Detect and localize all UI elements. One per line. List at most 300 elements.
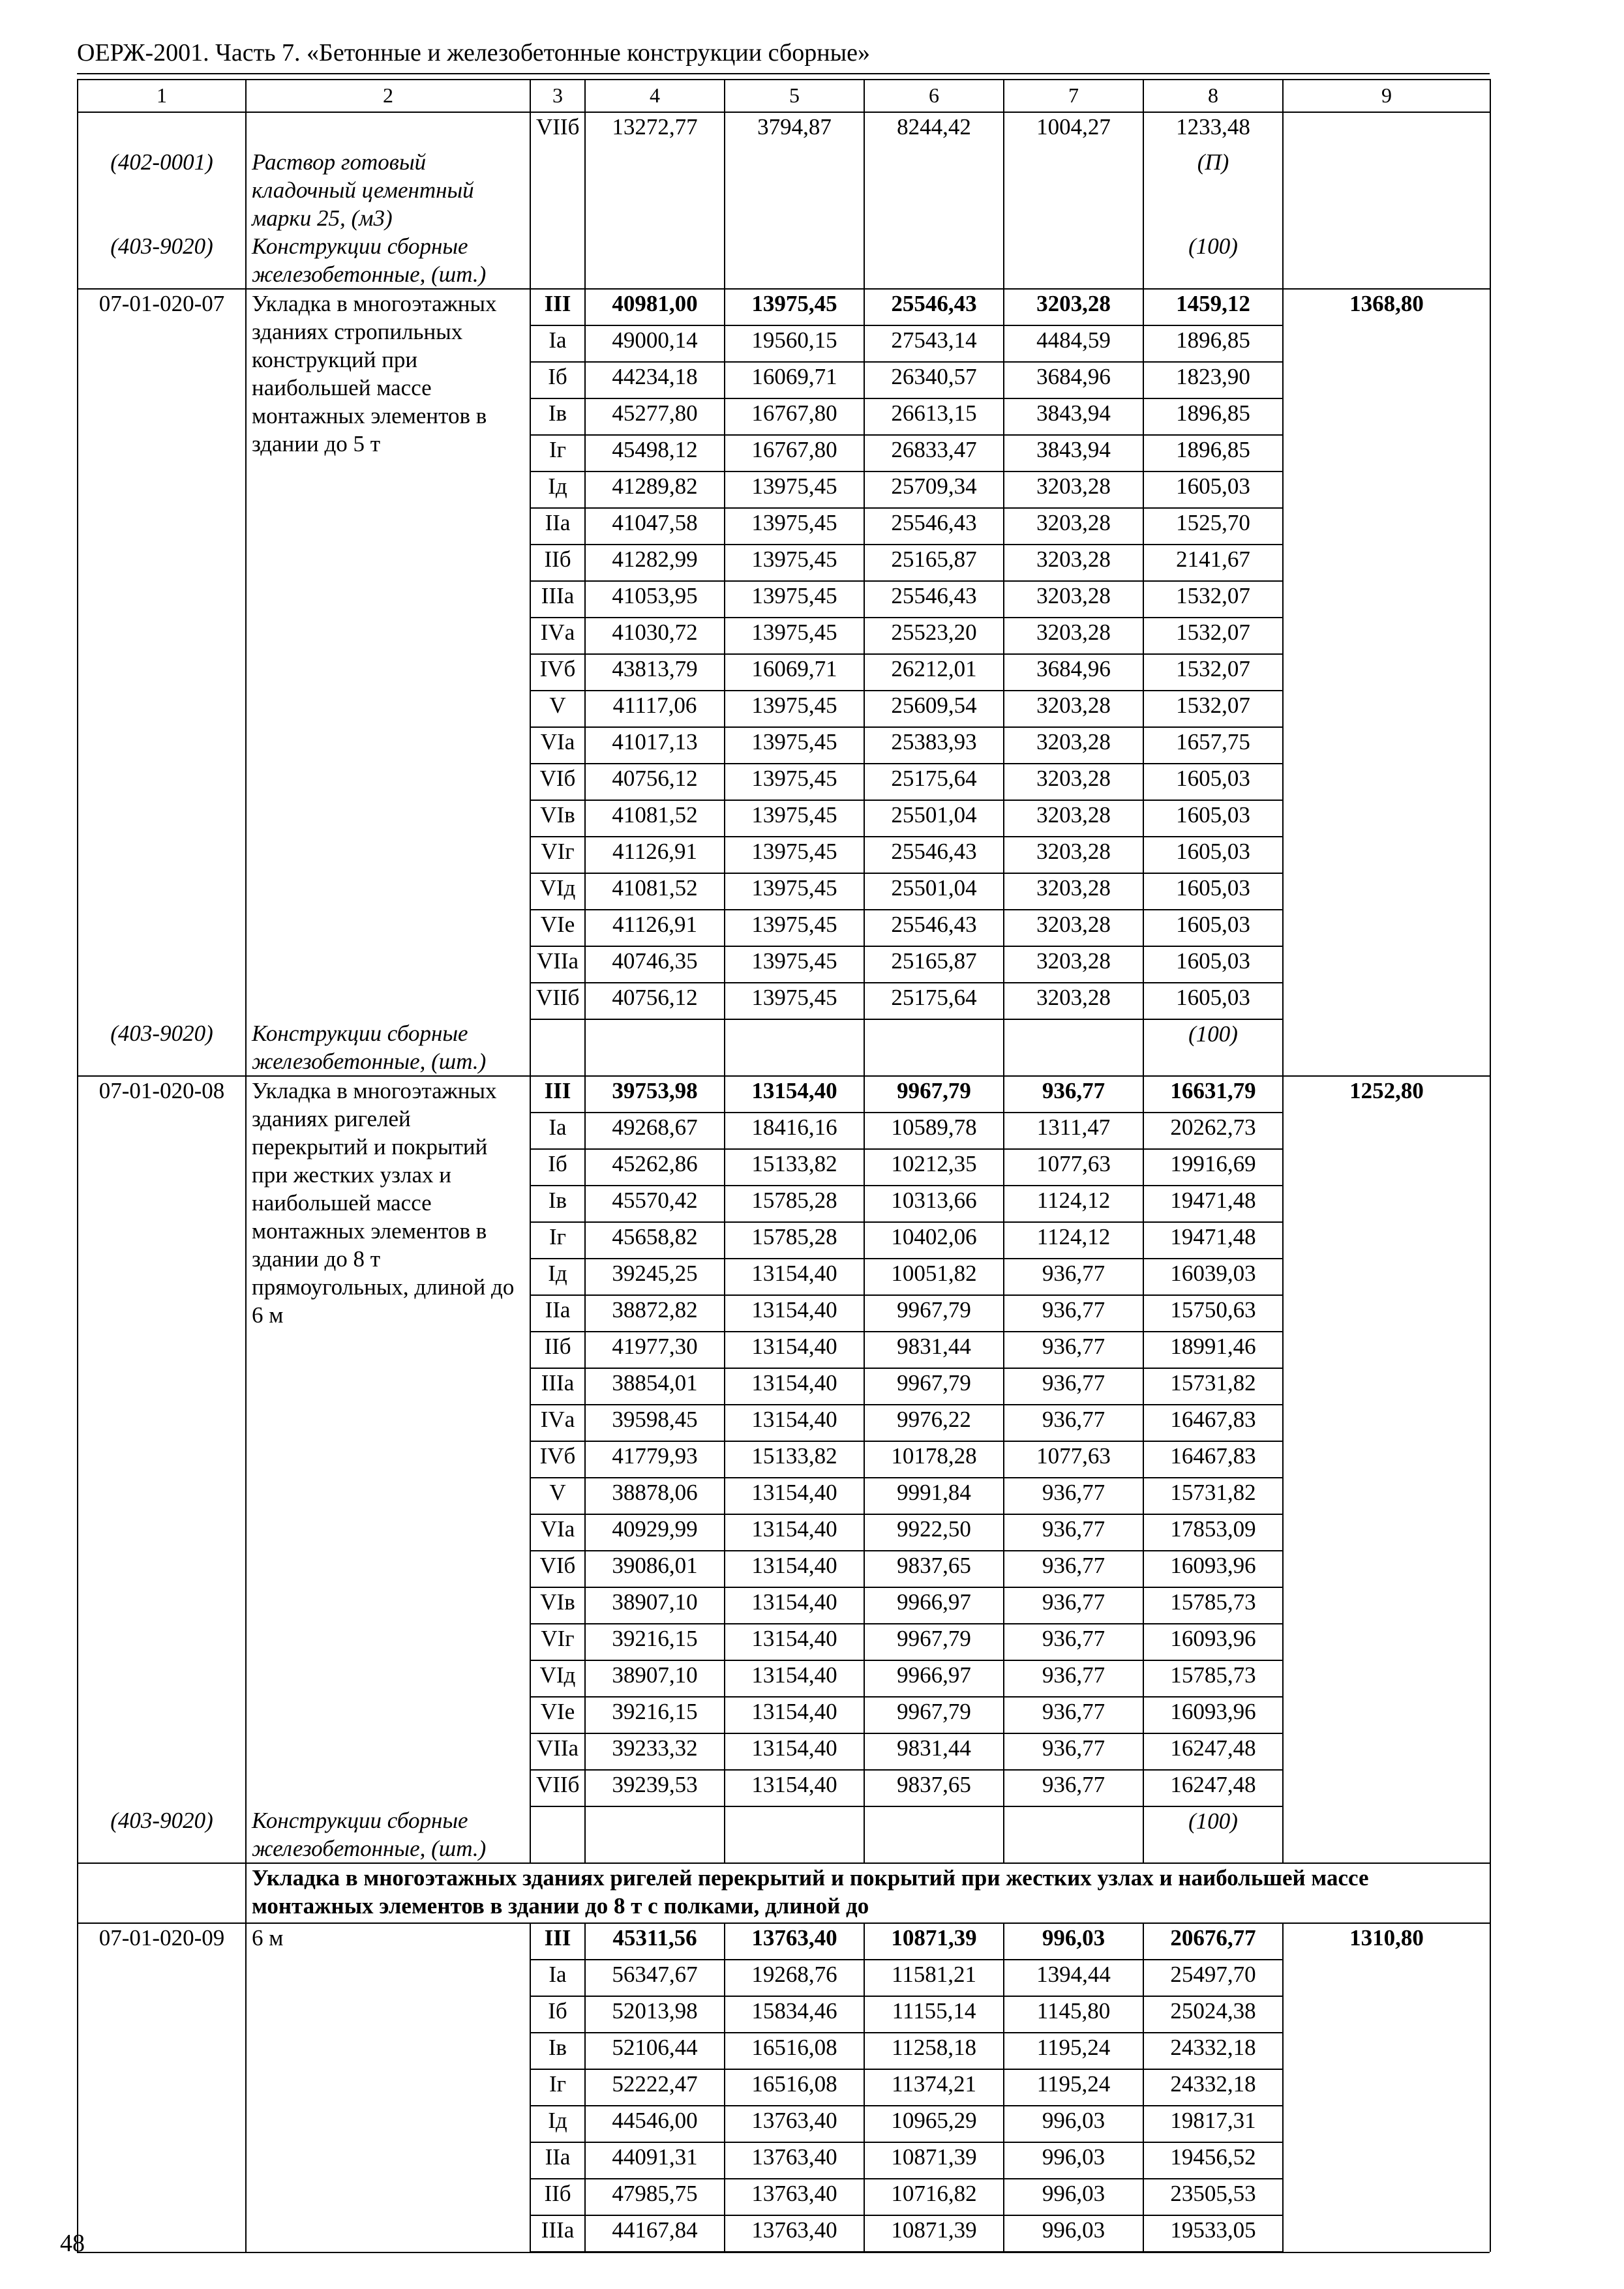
cell-value: 9991,84 [864, 1478, 1004, 1514]
region-zone: VIIа [530, 946, 585, 983]
cell-value: 17853,09 [1143, 1514, 1283, 1551]
cell-value: 1605,03 [1143, 764, 1283, 800]
region-zone: IIа [530, 2142, 585, 2179]
region-zone: Iб [530, 1996, 585, 2033]
cell-value: 13154,40 [725, 1551, 864, 1587]
cell-value: 16093,96 [1143, 1551, 1283, 1587]
region-zone: V [530, 691, 585, 727]
cell-value: 13154,40 [725, 1770, 864, 1806]
cell-value: 3203,28 [1004, 800, 1143, 837]
page-number: 48 [60, 2230, 85, 2257]
empty-cell [1004, 232, 1143, 289]
cell-value: 40746,35 [585, 946, 725, 983]
cell-value: 40756,12 [585, 764, 725, 800]
column-number: 4 [585, 80, 725, 112]
cell-value: 18991,46 [1143, 1332, 1283, 1368]
cell-value: 13154,40 [725, 1332, 864, 1368]
cell-value: 16631,79 [1143, 1076, 1283, 1113]
cell-value: 3203,28 [1004, 581, 1143, 618]
cell-value: 13272,77 [585, 112, 725, 148]
cell-value: 41117,06 [585, 691, 725, 727]
cell-value: 1124,12 [1004, 1186, 1143, 1222]
cell-value: 52106,44 [585, 2033, 725, 2069]
cell-value: 41282,99 [585, 545, 725, 581]
cell-value: 10313,66 [864, 1186, 1004, 1222]
region-zone: VIе [530, 910, 585, 946]
region-zone: VIIб [530, 112, 585, 148]
region-zone: Iв [530, 2033, 585, 2069]
cell-value: 996,03 [1004, 2142, 1143, 2179]
cell-value: 1605,03 [1143, 800, 1283, 837]
cell-value: 25609,54 [864, 691, 1004, 727]
cell-value: 10716,82 [864, 2179, 1004, 2215]
cell-value: 25165,87 [864, 946, 1004, 983]
material-name: Конструкции сборные железобетонные, (шт.) [246, 232, 530, 289]
cell-value: 49268,67 [585, 1113, 725, 1149]
cell-value: 1195,24 [1004, 2033, 1143, 2069]
empty-cell [725, 148, 864, 232]
cell-value: 936,77 [1004, 1770, 1143, 1806]
cell-value: 9831,44 [864, 1733, 1004, 1770]
cell-value: 39245,25 [585, 1259, 725, 1295]
cell-value: 47985,75 [585, 2179, 725, 2215]
cell-value: 1605,03 [1143, 837, 1283, 873]
cell-value: 1004,27 [1004, 112, 1143, 148]
cell-value: 996,03 [1004, 2179, 1143, 2215]
cell-value: 9837,65 [864, 1770, 1004, 1806]
column-number: 7 [1004, 80, 1143, 112]
cell-value: 15731,82 [1143, 1368, 1283, 1405]
cell-value: 1532,07 [1143, 654, 1283, 691]
cell-value: 3203,28 [1004, 873, 1143, 910]
total-value: 1252,80 [1283, 1076, 1490, 1863]
column-number: 8 [1143, 80, 1283, 112]
material-value: (100) [1143, 232, 1283, 289]
cell-value: 41053,95 [585, 581, 725, 618]
cell-value: 16069,71 [725, 654, 864, 691]
cell-value: 13975,45 [725, 727, 864, 764]
region-zone: IVа [530, 618, 585, 654]
cell-value: 13975,45 [725, 983, 864, 1019]
empty-cell [585, 1019, 725, 1076]
empty-cell [1004, 1019, 1143, 1076]
cell-value: 15731,82 [1143, 1478, 1283, 1514]
region-zone: IIб [530, 545, 585, 581]
cell-value: 41126,91 [585, 837, 725, 873]
cell-value: 1605,03 [1143, 983, 1283, 1019]
column-number: 6 [864, 80, 1004, 112]
cell-value: 1605,03 [1143, 946, 1283, 983]
cell-value: 13154,40 [725, 1368, 864, 1405]
cell-value: 15133,82 [725, 1149, 864, 1186]
cell-value: 41030,72 [585, 618, 725, 654]
table-row [78, 112, 1490, 148]
cell-value: 996,03 [1004, 2106, 1143, 2142]
cell-value: 25024,38 [1143, 1996, 1283, 2033]
region-zone: VIв [530, 1587, 585, 1624]
cell-value: 25709,34 [864, 471, 1004, 508]
region-zone: III [530, 289, 585, 325]
cell-value: 3203,28 [1004, 545, 1143, 581]
region-zone: IIIа [530, 1368, 585, 1405]
cell-value: 13154,40 [725, 1405, 864, 1441]
cell-value: 1896,85 [1143, 398, 1283, 435]
cell-value: 1459,12 [1143, 289, 1283, 325]
cell-value: 38854,01 [585, 1368, 725, 1405]
table-row [78, 1923, 1490, 1960]
cell-value: 43813,79 [585, 654, 725, 691]
cell-value: 41081,52 [585, 800, 725, 837]
cell-value: 10965,29 [864, 2106, 1004, 2142]
cell-value: 16516,08 [725, 2069, 864, 2106]
cell-value: 1233,48 [1143, 112, 1283, 148]
cell-value: 16247,48 [1143, 1770, 1283, 1806]
empty-cell [530, 148, 585, 232]
cell-value: 1145,80 [1004, 1996, 1143, 2033]
cell-value: 8244,42 [864, 112, 1004, 148]
region-zone: Iг [530, 2069, 585, 2106]
cell-value: 11581,21 [864, 1960, 1004, 1996]
empty-cell [1004, 148, 1143, 232]
material-code: (402-0001) [78, 148, 246, 232]
cell-value: 1525,70 [1143, 508, 1283, 545]
cell-value: 3684,96 [1004, 654, 1143, 691]
cell-value: 1823,90 [1143, 362, 1283, 398]
cell-value: 19471,48 [1143, 1222, 1283, 1259]
header-rule [77, 73, 1490, 74]
cell-value: 4484,59 [1004, 325, 1143, 362]
cell-value: 3203,28 [1004, 983, 1143, 1019]
cell-value: 9837,65 [864, 1551, 1004, 1587]
region-zone: IVб [530, 1441, 585, 1478]
cell-value: 40981,00 [585, 289, 725, 325]
cell-value: 24332,18 [1143, 2033, 1283, 2069]
region-zone: Iб [530, 1149, 585, 1186]
cell-value: 9967,79 [864, 1295, 1004, 1332]
cell-value: 936,77 [1004, 1076, 1143, 1113]
region-zone: IIа [530, 1295, 585, 1332]
cell-value: 16093,96 [1143, 1624, 1283, 1660]
material-value: (100) [1143, 1019, 1283, 1076]
cell-value: 9967,79 [864, 1697, 1004, 1733]
cell-value: 13975,45 [725, 800, 864, 837]
cell-value: 13975,45 [725, 691, 864, 727]
cell-value: 936,77 [1004, 1478, 1143, 1514]
cell-value: 23505,53 [1143, 2179, 1283, 2215]
cell-value: 13975,45 [725, 508, 864, 545]
cell-value: 9966,97 [864, 1660, 1004, 1697]
cell-value: 16093,96 [1143, 1697, 1283, 1733]
cell-value: 10871,39 [864, 2215, 1004, 2252]
region-zone: III [530, 1923, 585, 1960]
cell-value: 40929,99 [585, 1514, 725, 1551]
cell-value: 13975,45 [725, 873, 864, 910]
empty-cell [530, 1806, 585, 1863]
empty-cell [864, 232, 1004, 289]
region-zone: V [530, 1478, 585, 1514]
column-number: 5 [725, 80, 864, 112]
region-zone: VIг [530, 1624, 585, 1660]
cell-value: 39239,53 [585, 1770, 725, 1806]
cell-value: 996,03 [1004, 2215, 1143, 2252]
cell-value: 936,77 [1004, 1405, 1143, 1441]
cell-value: 15133,82 [725, 1441, 864, 1478]
cell-value: 16767,80 [725, 398, 864, 435]
cell-value: 13975,45 [725, 946, 864, 983]
cell-value: 1124,12 [1004, 1222, 1143, 1259]
cell-value: 1394,44 [1004, 1960, 1143, 1996]
cell-value: 25546,43 [864, 289, 1004, 325]
region-zone: IVб [530, 654, 585, 691]
empty-cell [864, 1806, 1004, 1863]
cell-value: 10871,39 [864, 2142, 1004, 2179]
material-name: Конструкции сборные железобетонные, (шт.) [246, 1806, 530, 1863]
cell-value: 41977,30 [585, 1332, 725, 1368]
region-zone: Iб [530, 362, 585, 398]
empty-cell [725, 232, 864, 289]
material-row [78, 1806, 1490, 1863]
cell-value: 10212,35 [864, 1149, 1004, 1186]
cell-value: 13763,40 [725, 2179, 864, 2215]
cell-value: 26613,15 [864, 398, 1004, 435]
cell-value: 13763,40 [725, 2106, 864, 2142]
cell-value: 45262,86 [585, 1149, 725, 1186]
cell-value: 19268,76 [725, 1960, 864, 1996]
cell-value: 16069,71 [725, 362, 864, 398]
cell-value: 936,77 [1004, 1697, 1143, 1733]
cell-value: 1605,03 [1143, 910, 1283, 946]
cell-value: 19916,69 [1143, 1149, 1283, 1186]
cell-value: 1605,03 [1143, 471, 1283, 508]
region-zone: Iа [530, 1113, 585, 1149]
empty-cell [585, 1806, 725, 1863]
cell-value: 3843,94 [1004, 398, 1143, 435]
total-value [1283, 112, 1490, 289]
work-description [246, 112, 530, 148]
material-row [78, 232, 1490, 289]
cell-value: 13154,40 [725, 1514, 864, 1551]
cell-value: 25546,43 [864, 910, 1004, 946]
cell-value: 3843,94 [1004, 435, 1143, 471]
cell-value: 13154,40 [725, 1660, 864, 1697]
region-zone: Iа [530, 1960, 585, 1996]
cell-value: 3203,28 [1004, 764, 1143, 800]
cell-value: 38872,82 [585, 1295, 725, 1332]
cell-value: 41289,82 [585, 471, 725, 508]
region-zone: VIа [530, 1514, 585, 1551]
rate-code: 07-01-020-07 [78, 289, 246, 1019]
cell-value: 19456,52 [1143, 2142, 1283, 2179]
cell-value: 1605,03 [1143, 873, 1283, 910]
cell-value: 11258,18 [864, 2033, 1004, 2069]
cell-value: 13975,45 [725, 618, 864, 654]
region-zone: VIд [530, 1660, 585, 1697]
cell-value: 3203,28 [1004, 910, 1143, 946]
table-row [78, 1076, 1490, 1113]
cell-value: 1532,07 [1143, 618, 1283, 654]
cell-value: 936,77 [1004, 1295, 1143, 1332]
material-value: (П) [1143, 148, 1283, 232]
cell-value: 39598,45 [585, 1405, 725, 1441]
cell-value: 15785,28 [725, 1186, 864, 1222]
cell-value: 25383,93 [864, 727, 1004, 764]
material-name: Раствор готовый кладочный цементный марки 25, (м3) [246, 148, 530, 232]
cell-value: 13975,45 [725, 910, 864, 946]
cell-value: 44091,31 [585, 2142, 725, 2179]
empty-cell [864, 148, 1004, 232]
region-zone: IIа [530, 508, 585, 545]
cell-value: 936,77 [1004, 1587, 1143, 1624]
cell-value: 936,77 [1004, 1660, 1143, 1697]
cell-value: 1195,24 [1004, 2069, 1143, 2106]
cell-value: 13975,45 [725, 545, 864, 581]
empty-cell [530, 232, 585, 289]
region-zone: IIIа [530, 581, 585, 618]
cell-value: 19560,15 [725, 325, 864, 362]
cell-value: 25165,87 [864, 545, 1004, 581]
cell-value: 44546,00 [585, 2106, 725, 2142]
cell-value: 936,77 [1004, 1551, 1143, 1587]
total-value: 1310,80 [1283, 1923, 1490, 2252]
cell-value: 3203,28 [1004, 289, 1143, 325]
cell-value: 13154,40 [725, 1076, 864, 1113]
cell-value: 41017,13 [585, 727, 725, 764]
material-row [78, 148, 1490, 232]
cell-value: 19817,31 [1143, 2106, 1283, 2142]
empty-cell [725, 1019, 864, 1076]
cell-value: 1311,47 [1004, 1113, 1143, 1149]
cell-value: 1896,85 [1143, 435, 1283, 471]
cell-value: 25175,64 [864, 764, 1004, 800]
region-zone: IVа [530, 1405, 585, 1441]
cell-value: 1077,63 [1004, 1441, 1143, 1478]
cell-value: 936,77 [1004, 1259, 1143, 1295]
column-number-row [78, 80, 1490, 112]
region-zone: IIб [530, 2179, 585, 2215]
region-zone: IIIа [530, 2215, 585, 2252]
cell-value: 13154,40 [725, 1697, 864, 1733]
cell-value: 3203,28 [1004, 946, 1143, 983]
rates-table-body [78, 80, 1490, 2252]
region-zone: Iа [530, 325, 585, 362]
cell-value: 15834,46 [725, 1996, 864, 2033]
material-value: (100) [1143, 1806, 1283, 1863]
cell-value: 10178,28 [864, 1441, 1004, 1478]
cell-value: 9967,79 [864, 1076, 1004, 1113]
cell-value: 19533,05 [1143, 2215, 1283, 2252]
cell-value: 1532,07 [1143, 691, 1283, 727]
cell-value: 13975,45 [725, 471, 864, 508]
cell-value: 3203,28 [1004, 508, 1143, 545]
rate-code: 07-01-020-09 [78, 1923, 246, 2252]
table-bottom-rule [77, 2252, 1490, 2253]
cell-value: 9831,44 [864, 1332, 1004, 1368]
cell-value: 25497,70 [1143, 1960, 1283, 1996]
cell-value: 2141,67 [1143, 545, 1283, 581]
cell-value: 25523,20 [864, 618, 1004, 654]
cell-value: 1896,85 [1143, 325, 1283, 362]
cell-value: 39216,15 [585, 1697, 725, 1733]
cell-value: 41047,58 [585, 508, 725, 545]
region-zone: VIд [530, 873, 585, 910]
cell-value: 52222,47 [585, 2069, 725, 2106]
cell-value: 56347,67 [585, 1960, 725, 1996]
region-zone: Iв [530, 1186, 585, 1222]
cell-value: 3684,96 [1004, 362, 1143, 398]
empty-cell [78, 1863, 246, 1923]
cell-value: 39086,01 [585, 1551, 725, 1587]
cell-value: 936,77 [1004, 1368, 1143, 1405]
region-zone: Iд [530, 1259, 585, 1295]
region-zone: VIг [530, 837, 585, 873]
cell-value: 13154,40 [725, 1295, 864, 1332]
cell-value: 15785,73 [1143, 1660, 1283, 1697]
cell-value: 3203,28 [1004, 837, 1143, 873]
region-zone: VIе [530, 1697, 585, 1733]
cell-value: 38878,06 [585, 1478, 725, 1514]
work-description: Укладка в многоэтажных зданиях стропильных конструкций при наибольшей массе монтажных элементов в здании до 5 т [246, 289, 530, 1019]
cell-value: 19471,48 [1143, 1186, 1283, 1222]
cell-value: 13154,40 [725, 1478, 864, 1514]
cell-value: 15785,28 [725, 1222, 864, 1259]
cell-value: 13154,40 [725, 1259, 864, 1295]
page-header: ОЕРЖ-2001. Часть 7. «Бетонные и железобетонные конструкции сборные» [77, 39, 870, 67]
cell-value: 18416,16 [725, 1113, 864, 1149]
cell-value: 38907,10 [585, 1660, 725, 1697]
total-value: 1368,80 [1283, 289, 1490, 1076]
cell-value: 45277,80 [585, 398, 725, 435]
cell-value: 1077,63 [1004, 1149, 1143, 1186]
cell-value: 41126,91 [585, 910, 725, 946]
cell-value: 45311,56 [585, 1923, 725, 1960]
cell-value: 44167,84 [585, 2215, 725, 2252]
cell-value: 13154,40 [725, 1733, 864, 1770]
region-zone: VIб [530, 1551, 585, 1587]
cell-value: 13763,40 [725, 1923, 864, 1960]
empty-cell [585, 232, 725, 289]
column-number: 3 [530, 80, 585, 112]
empty-cell [1004, 1806, 1143, 1863]
work-description: Укладка в многоэтажных зданиях ригелей перекрытий и покрытий при жестких узлах и наибольшей массе монтажных элементов в здании до 8 т прямоугольных, длиной до 6 м [246, 1076, 530, 1806]
region-zone: III [530, 1076, 585, 1113]
cell-value: 20676,77 [1143, 1923, 1283, 1960]
cell-value: 39753,98 [585, 1076, 725, 1113]
cell-value: 9966,97 [864, 1587, 1004, 1624]
cell-value: 41779,93 [585, 1441, 725, 1478]
cell-value: 10589,78 [864, 1113, 1004, 1149]
material-code: (403-9020) [78, 1806, 246, 1863]
cell-value: 9922,50 [864, 1514, 1004, 1551]
material-name: Конструкции сборные железобетонные, (шт.) [246, 1019, 530, 1076]
region-zone: VIIа [530, 1733, 585, 1770]
cell-value: 3203,28 [1004, 618, 1143, 654]
table-row [78, 289, 1490, 325]
cell-value: 3203,28 [1004, 727, 1143, 764]
rates-table [77, 79, 1491, 2252]
cell-value: 3203,28 [1004, 471, 1143, 508]
work-description: 6 м [246, 1923, 530, 2252]
cell-value: 10871,39 [864, 1923, 1004, 1960]
cell-value: 20262,73 [1143, 1113, 1283, 1149]
material-row [78, 1019, 1490, 1076]
cell-value: 41081,52 [585, 873, 725, 910]
cell-value: 13975,45 [725, 764, 864, 800]
cell-value: 24332,18 [1143, 2069, 1283, 2106]
cell-value: 13763,40 [725, 2142, 864, 2179]
cell-value: 25175,64 [864, 983, 1004, 1019]
region-zone: VIв [530, 800, 585, 837]
region-zone: VIа [530, 727, 585, 764]
